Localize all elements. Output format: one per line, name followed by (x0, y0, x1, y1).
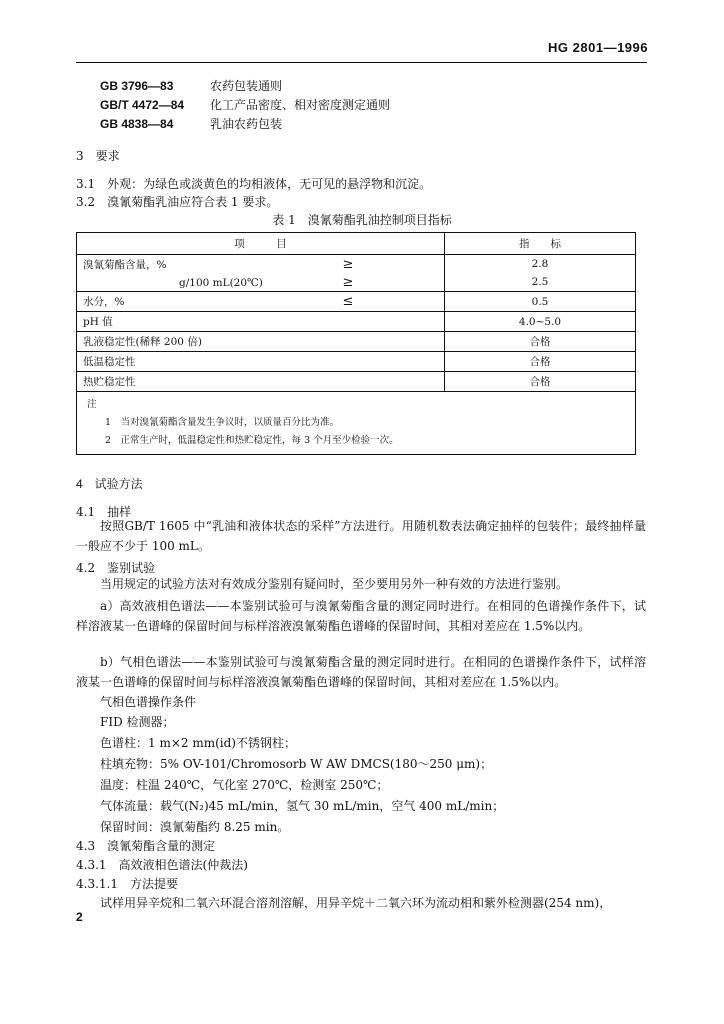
ref-line-2 (100, 97, 390, 113)
row-value: 4.0~5.0 (445, 312, 636, 332)
clause-3-2: 3.2 溴氰菊酯乳油应符合表 1 要求。 (76, 195, 279, 209)
gc-line: 温度：柱温 240℃，气化室 270℃，检测室 250℃； (100, 778, 389, 792)
ref-code: GB 3796—83 (100, 79, 174, 93)
row-item: g/100 mL(20℃) (179, 276, 263, 289)
requirements-table (76, 232, 636, 455)
table-row (77, 352, 636, 372)
header-rule (76, 62, 647, 63)
header-item: 项 目 (77, 233, 445, 255)
gc-line: FID 检测器； (100, 715, 175, 729)
gc-line: 柱填充物：5% OV-101/Chromosorb W AW DMCS(180～250 μm)； (100, 757, 493, 771)
row-item: 热贮稳定性 (77, 372, 445, 392)
standard-code-header: HG 2801—1996 (548, 40, 648, 55)
row-comparator: ≤ (342, 294, 354, 309)
gc-line: 保留时间：溴氰菊酯约 8.25 min。 (100, 820, 290, 834)
ref-line-3 (100, 116, 282, 132)
ref-title: 化工产品密度、相对密度测定通则 (210, 98, 391, 112)
row-value: 0.5 (445, 292, 636, 312)
table-row (77, 292, 636, 312)
clause-4-1-text: 按照GB/T 1605 中“乳油和液体状态的采样”方法进行。用随机数表法确定抽样的包装件；最终抽样量一般应不少于 100 mL。 (76, 519, 646, 553)
clause-4-2-a: a）高效液相色谱法——本鉴别试验可与溴氰菊酯含量的测定同时进行。在相同的色谱操作条件下，试样溶液某一色谱峰的保留时间与标样溶液溴氰菊酯色谱峰的保留时间，其相对差应在 1.5%以内。 (76, 599, 646, 633)
table-row (77, 255, 636, 274)
table-row (77, 332, 636, 352)
clause-4-1-title: 4.1 抽样 (76, 505, 132, 519)
gc-line: 气体流量：载气(N₂)45 mL/min，氢气 30 mL/min，空气 400 mL/min； (100, 799, 505, 813)
gc-line: 色谱柱：1 m×2 mm(id)不锈钢柱； (100, 736, 296, 750)
gc-conditions-title: 气相色谱操作条件 (100, 695, 197, 709)
row-item: 溴氰菊酯含量，% (83, 258, 167, 271)
table-row (77, 273, 636, 292)
row-item: 乳液稳定性(稀释 200 倍) (77, 332, 445, 352)
header-value: 指 标 (445, 233, 636, 255)
table-notes (77, 392, 636, 455)
notes-label: 注 (87, 399, 97, 410)
table-row (77, 372, 636, 392)
clause-4-2-title: 4.2 鉴别试验 (76, 561, 156, 575)
clause-4-3-title: 4.3 溴氰菊酯含量的测定 (76, 839, 216, 853)
row-item: 低温稳定性 (77, 352, 445, 372)
row-value: 合格 (445, 332, 636, 352)
clause-4-3-1-1-title: 4.3.1.1 方法提要 (76, 877, 178, 891)
table-caption: 表 1 溴氰菊酯乳油控制项目指标 (272, 213, 452, 227)
row-value: 2.5 (531, 276, 549, 288)
table-header-row (77, 233, 636, 255)
row-value: 2.8 (445, 255, 636, 274)
ref-code: GB/T 4472—84 (100, 98, 185, 112)
page-number: 2 (76, 910, 83, 924)
ref-code: GB 4838—84 (100, 117, 174, 131)
ref-line-1 (100, 78, 282, 94)
clause-4-3-1-title: 4.3.1 高效液相色谱法(仲裁法) (76, 858, 248, 872)
row-item: 水分，% (83, 296, 125, 308)
clause-4-3-1-1-text: 试样用异辛烷和二氧六环混合溶剂溶解，用异辛烷＋二氧六环为流动相和紫外检测器(254 nm)， (100, 896, 612, 910)
clause-4-2-b: b）气相色谱法——本鉴别试验可与溴氰菊酯含量的测定同时进行。在相同的色谱操作条件下，试样溶液某一色谱峰的保留时间与标样溶液溴氰菊酯色谱峰的保留时间，其相对差应在 1.5%以内。 (76, 655, 646, 689)
section-3-title: 3 要求 (76, 149, 120, 163)
row-value: 合格 (445, 352, 636, 372)
row-comparator: ≥ (342, 256, 354, 272)
section-4-title: 4 试验方法 (76, 477, 143, 491)
table-row (77, 312, 636, 332)
ref-title: 农药包装通则 (210, 79, 283, 93)
ref-title: 乳油农药包装 (210, 117, 283, 131)
clause-3-1: 3.1 外观：为绿色或淡黄色的均相液体，无可见的悬浮物和沉淀。 (76, 177, 432, 191)
row-value: 合格 (445, 372, 636, 392)
note-1: 1 当对溴氰菊酯含量发生争议时，以质量百分比为准。 (105, 417, 340, 428)
note-2: 2 正常生产时，低温稳定性和热贮稳定性，每 3 个月至少检验一次。 (105, 435, 399, 446)
clause-4-2-intro: 当用规定的试验方法对有效成分鉴别有疑问时，至少要用另外一种有效的方法进行鉴别。 (100, 577, 569, 591)
row-item: pH 值 (77, 312, 445, 332)
row-comparator: ≥ (342, 274, 354, 290)
